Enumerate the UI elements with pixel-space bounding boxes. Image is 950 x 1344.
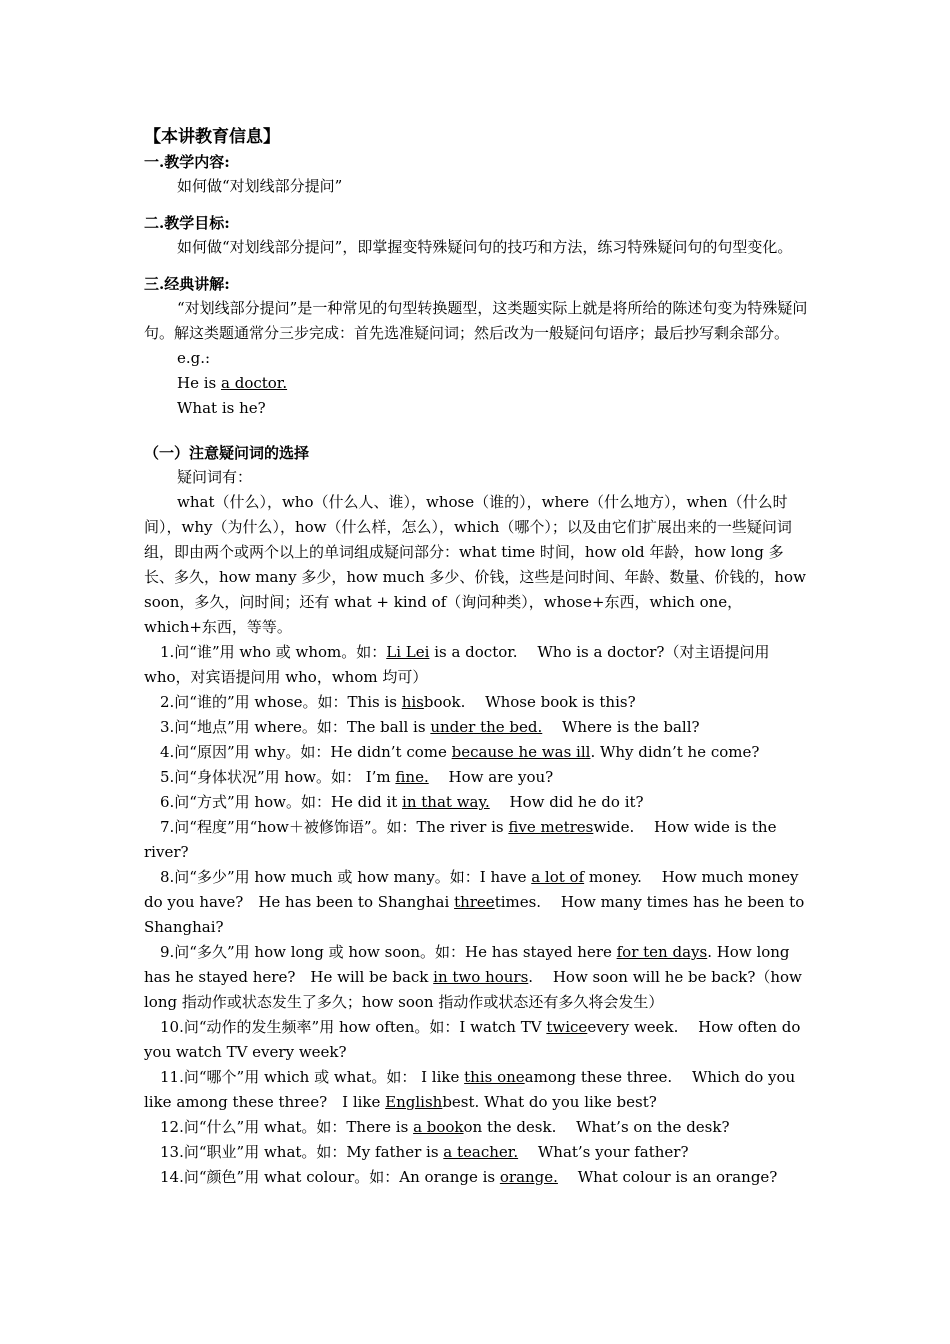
section-1-body: 如何做“对划线部分提问” (177, 177, 343, 195)
rule-item (144, 690, 808, 715)
rule-text: times. How many times has he been to Shanghai? (144, 893, 805, 936)
rule-text: wide. How wide is the river? (144, 818, 777, 861)
underlined-part: under the bed. (430, 718, 543, 736)
section-1-title: 一.教学内容: (144, 153, 230, 171)
rule-text: 14.问“颜色”用 what colour。如：An orange is (160, 1168, 500, 1186)
rule-text: Where is the ball? (542, 718, 700, 736)
rule-text: money. How much money do you have? He has been to Shanghai (144, 868, 799, 911)
rule-text: 6.问“方式”用 how。如：He did it (160, 793, 403, 811)
rule-text: What colour is an orange? (557, 1168, 778, 1186)
rule-item (144, 1140, 808, 1165)
underlined-part: English (385, 1093, 443, 1111)
rule-item (144, 1015, 808, 1065)
underlined-part: Li Lei (386, 643, 430, 661)
rule-item (144, 740, 808, 765)
underlined-part: for ten days (616, 943, 708, 961)
rule-text: 8.问“多少”用 how much 或 how many。如：I have (160, 868, 532, 886)
underlined-part: twice (546, 1018, 588, 1036)
rule-text: What’s your father? (518, 1143, 689, 1161)
question-words-intro: 疑问词有： (177, 468, 253, 486)
underlined-part: a book (413, 1118, 464, 1136)
underlined-part: orange. (499, 1168, 558, 1186)
rule-item (144, 765, 808, 790)
rule-text: 3.问“地点”用 where。如：The ball is (160, 718, 431, 736)
underlined-part: his (401, 693, 424, 711)
example-question: What is he? (177, 399, 266, 417)
rule-item (144, 1165, 808, 1190)
rule-item (144, 790, 808, 815)
rule-item (144, 715, 808, 740)
rule-text: 12.问“什么”用 what。如：There is (160, 1118, 414, 1136)
document-page (144, 124, 808, 1190)
rule-text: among these three. Which do you like among these three? I like (144, 1068, 796, 1111)
underlined-part: a teacher. (443, 1143, 519, 1161)
underlined-part: this one (464, 1068, 525, 1086)
rule-text: 1.问“谁”用 who 或 whom。如： (160, 643, 387, 661)
underlined-part: in that way. (402, 793, 490, 811)
rule-text: . Why didn’t he come? (590, 743, 760, 761)
section-3-body: “对划线部分提问”是一种常见的句型转换题型，这类题实际上就是将所给的陈述句变为特殊疑问句。解这类题通常分三步完成：首先选准疑问词；然后改为一般疑问句语序；最后抄写剩余部分。 (144, 299, 808, 342)
rule-item (144, 1115, 808, 1140)
rule-text: best. What do you like best? (442, 1093, 657, 1111)
example-label: e.g.: (177, 349, 211, 367)
rule-text: book. Whose book is this? (423, 693, 636, 711)
rule-list (144, 640, 808, 1190)
lesson-header: 【本讲教育信息】 (144, 127, 280, 147)
section-2-body: 如何做“对划线部分提问”，即掌握变特殊疑问句的技巧和方法，练习特殊疑问句的句型变化。 (177, 238, 793, 256)
rule-text: every week. How often do you watch TV every week? (144, 1018, 801, 1061)
rule-item (144, 1065, 808, 1115)
rule-item (144, 815, 808, 865)
rule-text: 10.问“动作的发生频率”用 how often。如：I watch TV (160, 1018, 547, 1036)
rule-text: 13.问“职业”用 what。如：My father is (160, 1143, 444, 1161)
underlined-part: three (454, 893, 495, 911)
underlined-part: a lot of (531, 868, 585, 886)
underlined-part: a doctor. (221, 374, 288, 392)
rule-text: 4.问“原因”用 why。如：He didn’t come (160, 743, 452, 761)
rule-text: How are you? (428, 768, 554, 786)
rule-text: 7.问“程度”用“how＋被修饰语”。如：The river is (160, 818, 509, 836)
example-sentence: He is a doctor. (177, 374, 288, 392)
section-2-title: 二.教学目标: (144, 214, 230, 232)
rule-text: 2.问“谁的”用 whose。如：This is (160, 693, 402, 711)
underlined-part: fine. (395, 768, 429, 786)
rule-text: is a doctor. Who is a doctor?（对主语提问用 who，对宾语提问用 who，whom 均可） (144, 643, 770, 686)
rule-item (144, 940, 808, 1015)
underlined-part: five metres (508, 818, 594, 836)
part-1-title: （一）注意疑问词的选择 (144, 444, 310, 462)
rule-item (144, 865, 808, 940)
rule-text: 9.问“多久”用 how long 或 how soon。如：He has stayed here (160, 943, 617, 961)
rule-item (144, 640, 808, 690)
question-words-list: what（什么），who（什么人、谁），whose（谁的），where（什么地方），when（什么时间），why（为什么），how（什么样，怎么），which（哪个）；以及由它们扩展出来的一些疑问词组，即由两个或两个以上的单词组成疑问部分：what time 时间，how old 年龄，how long 多长、多久，how many 多少，how much 多少、价钱，这些是问时间、年龄、数量、价钱的，how soon，多久，问时间；还有 what + kind of（询问种类），whose+东西，which one，which+东西，等等。 (144, 493, 806, 636)
section-3-title: 三.经典讲解: (144, 275, 230, 293)
rule-text: . How soon will he be back?（how long 指动作或状态发生了多久；how soon 指动作或状态还有多久将会发生） (144, 968, 802, 1011)
rule-text: . How long has he stayed here? He will be back (144, 943, 790, 986)
underlined-part: in two hours (433, 968, 529, 986)
rule-text: 5.问“身体状况”用 how。如： I’m (160, 768, 396, 786)
rule-text: on the desk. What’s on the desk? (463, 1118, 730, 1136)
underlined-part: because he was ill (451, 743, 591, 761)
rule-text: How did he do it? (489, 793, 644, 811)
rule-text: 11.问“哪个”用 which 或 what。如： I like (160, 1068, 465, 1086)
